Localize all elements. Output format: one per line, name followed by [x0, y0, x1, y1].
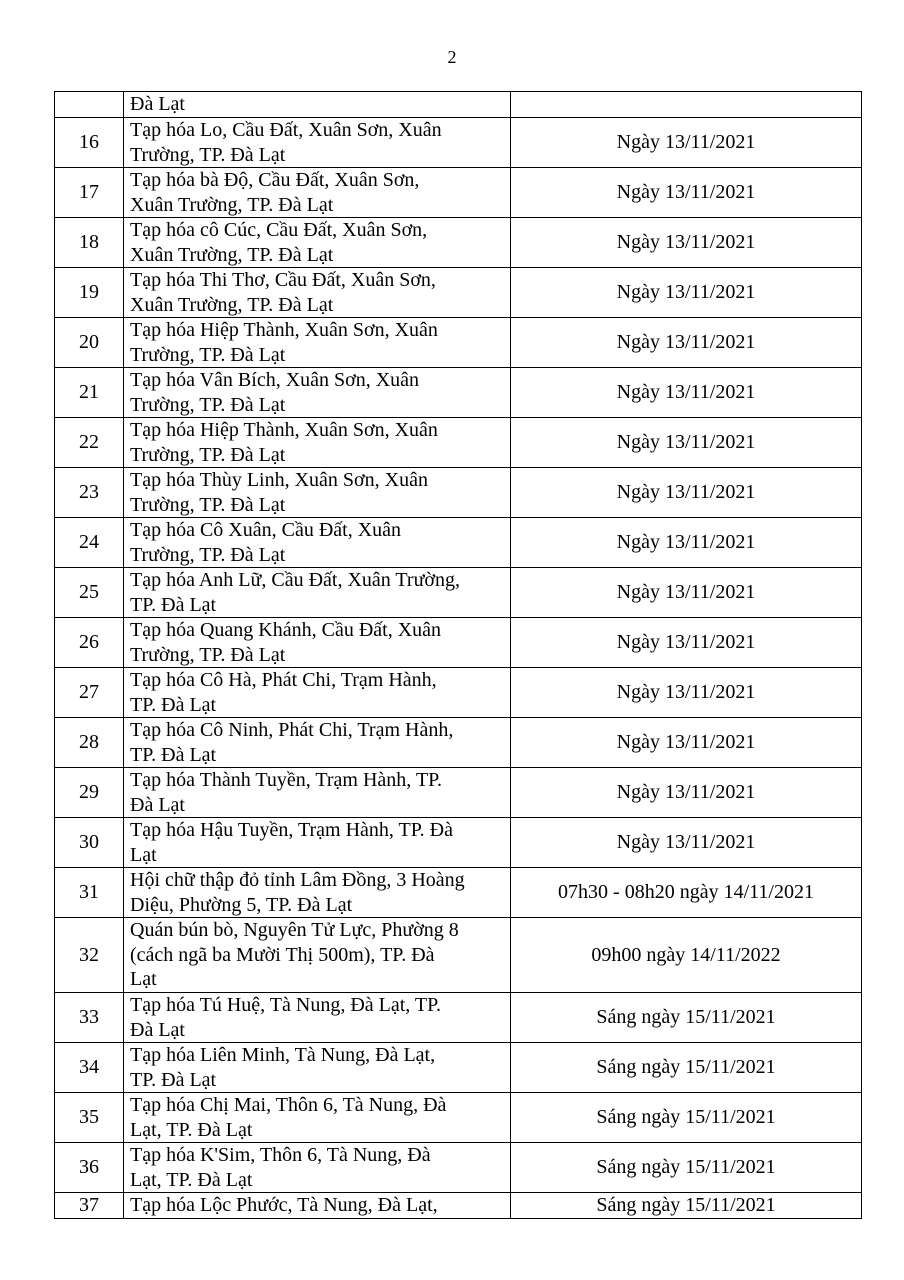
- time-cell: Ngày 13/11/2021: [511, 718, 862, 768]
- table-row: [55, 168, 862, 218]
- table-row: [55, 993, 862, 1043]
- location-cell: Tạp hóa Thành Tuyền, Trạm Hành, TP. Đà Lạt: [124, 768, 511, 818]
- location-cell: Tạp hóa Vân Bích, Xuân Sơn, Xuân Trường, TP. Đà Lạt: [124, 368, 511, 418]
- location-cell: Tạp hóa bà Độ, Cầu Đất, Xuân Sơn, Xuân Trường, TP. Đà Lạt: [124, 168, 511, 218]
- location-cell: Tạp hóa Cô Hà, Phát Chi, Trạm Hành, TP. Đà Lạt: [124, 668, 511, 718]
- time-cell: Ngày 13/11/2021: [511, 618, 862, 668]
- table-row: [55, 368, 862, 418]
- row-number-cell: 33: [55, 993, 124, 1043]
- table-row: [55, 468, 862, 518]
- table-row: [55, 118, 862, 168]
- time-cell: Ngày 13/11/2021: [511, 118, 862, 168]
- time-cell: Sáng ngày 15/11/2021: [511, 1043, 862, 1093]
- row-number-cell: 20: [55, 318, 124, 368]
- row-number-cell: 21: [55, 368, 124, 418]
- time-cell: Ngày 13/11/2021: [511, 468, 862, 518]
- row-number-cell: 23: [55, 468, 124, 518]
- location-cell: Tạp hóa Hiệp Thành, Xuân Sơn, Xuân Trường, TP. Đà Lạt: [124, 318, 511, 368]
- time-cell: Ngày 13/11/2021: [511, 218, 862, 268]
- row-number-cell: 34: [55, 1043, 124, 1093]
- row-number-cell: 19: [55, 268, 124, 318]
- time-cell: Sáng ngày 15/11/2021: [511, 1143, 862, 1193]
- location-cell: Đà Lạt: [124, 92, 511, 118]
- table-row: [55, 668, 862, 718]
- time-cell: Ngày 13/11/2021: [511, 768, 862, 818]
- table-row: [55, 618, 862, 668]
- row-number-cell: 22: [55, 418, 124, 468]
- location-cell: Tạp hóa Liên Minh, Tà Nung, Đà Lạt, TP. Đà Lạt: [124, 1043, 511, 1093]
- table-row: [55, 92, 862, 118]
- page-number: 2: [447, 47, 457, 67]
- table-row: [55, 718, 862, 768]
- row-number-cell: 18: [55, 218, 124, 268]
- table-row: [55, 918, 862, 993]
- table-row: [55, 518, 862, 568]
- time-cell: Ngày 13/11/2021: [511, 818, 862, 868]
- location-table: [54, 91, 862, 1219]
- location-cell: Tạp hóa Hiệp Thành, Xuân Sơn, Xuân Trường, TP. Đà Lạt: [124, 418, 511, 468]
- time-cell: Sáng ngày 15/11/2021: [511, 1193, 862, 1219]
- row-number-cell: 17: [55, 168, 124, 218]
- location-cell: Quán bún bò, Nguyên Tử Lực, Phường 8 (cách ngã ba Mười Thị 500m), TP. Đà Lạt: [124, 918, 511, 993]
- row-number-cell: 28: [55, 718, 124, 768]
- table-row: [55, 418, 862, 468]
- time-cell: Sáng ngày 15/11/2021: [511, 993, 862, 1043]
- time-cell: Ngày 13/11/2021: [511, 168, 862, 218]
- row-number-cell: 16: [55, 118, 124, 168]
- row-number-cell: 35: [55, 1093, 124, 1143]
- time-cell: 07h30 - 08h20 ngày 14/11/2021: [511, 868, 862, 918]
- row-number-cell: 31: [55, 868, 124, 918]
- row-number-cell: 27: [55, 668, 124, 718]
- row-number-cell: 24: [55, 518, 124, 568]
- table-row: [55, 1143, 862, 1193]
- row-number-cell: 32: [55, 918, 124, 993]
- table-row: [55, 768, 862, 818]
- location-cell: Tạp hóa Thùy Linh, Xuân Sơn, Xuân Trường, TP. Đà Lạt: [124, 468, 511, 518]
- location-cell: Tạp hóa Hậu Tuyền, Trạm Hành, TP. Đà Lạt: [124, 818, 511, 868]
- table-row: [55, 218, 862, 268]
- row-number-cell: 30: [55, 818, 124, 868]
- location-cell: Tạp hóa cô Cúc, Cầu Đất, Xuân Sơn, Xuân Trường, TP. Đà Lạt: [124, 218, 511, 268]
- table-row: [55, 818, 862, 868]
- location-cell: Tạp hóa Anh Lữ, Cầu Đất, Xuân Trường, TP. Đà Lạt: [124, 568, 511, 618]
- table-row: [55, 318, 862, 368]
- row-number-cell: [55, 92, 124, 118]
- location-cell: Tạp hóa Quang Khánh, Cầu Đất, Xuân Trường, TP. Đà Lạt: [124, 618, 511, 668]
- time-cell: Ngày 13/11/2021: [511, 368, 862, 418]
- time-cell: Ngày 13/11/2021: [511, 568, 862, 618]
- table-row: [55, 1093, 862, 1143]
- location-cell: Tạp hóa Thi Thơ, Cầu Đất, Xuân Sơn, Xuân Trường, TP. Đà Lạt: [124, 268, 511, 318]
- time-cell: 09h00 ngày 14/11/2022: [511, 918, 862, 993]
- location-cell: Tạp hóa Lộc Phước, Tà Nung, Đà Lạt,: [124, 1193, 511, 1219]
- location-cell: Tạp hóa Tú Huệ, Tà Nung, Đà Lạt, TP. Đà Lạt: [124, 993, 511, 1043]
- time-cell: Ngày 13/11/2021: [511, 418, 862, 468]
- time-cell: [511, 92, 862, 118]
- row-number-cell: 36: [55, 1143, 124, 1193]
- time-cell: Ngày 13/11/2021: [511, 268, 862, 318]
- time-cell: Ngày 13/11/2021: [511, 518, 862, 568]
- row-number-cell: 26: [55, 618, 124, 668]
- table-row: [55, 268, 862, 318]
- table-body: [55, 92, 862, 1219]
- row-number-cell: 25: [55, 568, 124, 618]
- location-cell: Tạp hóa Cô Xuân, Cầu Đất, Xuân Trường, TP. Đà Lạt: [124, 518, 511, 568]
- table-row: [55, 1193, 862, 1219]
- row-number-cell: 29: [55, 768, 124, 818]
- location-cell: Tạp hóa Lo, Cầu Đất, Xuân Sơn, Xuân Trường, TP. Đà Lạt: [124, 118, 511, 168]
- location-cell: Tạp hóa K'Sim, Thôn 6, Tà Nung, Đà Lạt, TP. Đà Lạt: [124, 1143, 511, 1193]
- location-cell: Hội chữ thập đỏ tỉnh Lâm Đồng, 3 Hoàng Diệu, Phường 5, TP. Đà Lạt: [124, 868, 511, 918]
- location-cell: Tạp hóa Chị Mai, Thôn 6, Tà Nung, Đà Lạt, TP. Đà Lạt: [124, 1093, 511, 1143]
- time-cell: Sáng ngày 15/11/2021: [511, 1093, 862, 1143]
- table-row: [55, 868, 862, 918]
- time-cell: Ngày 13/11/2021: [511, 668, 862, 718]
- table-row: [55, 568, 862, 618]
- table-row: [55, 1043, 862, 1093]
- location-cell: Tạp hóa Cô Ninh, Phát Chi, Trạm Hành, TP. Đà Lạt: [124, 718, 511, 768]
- row-number-cell: 37: [55, 1193, 124, 1219]
- time-cell: Ngày 13/11/2021: [511, 318, 862, 368]
